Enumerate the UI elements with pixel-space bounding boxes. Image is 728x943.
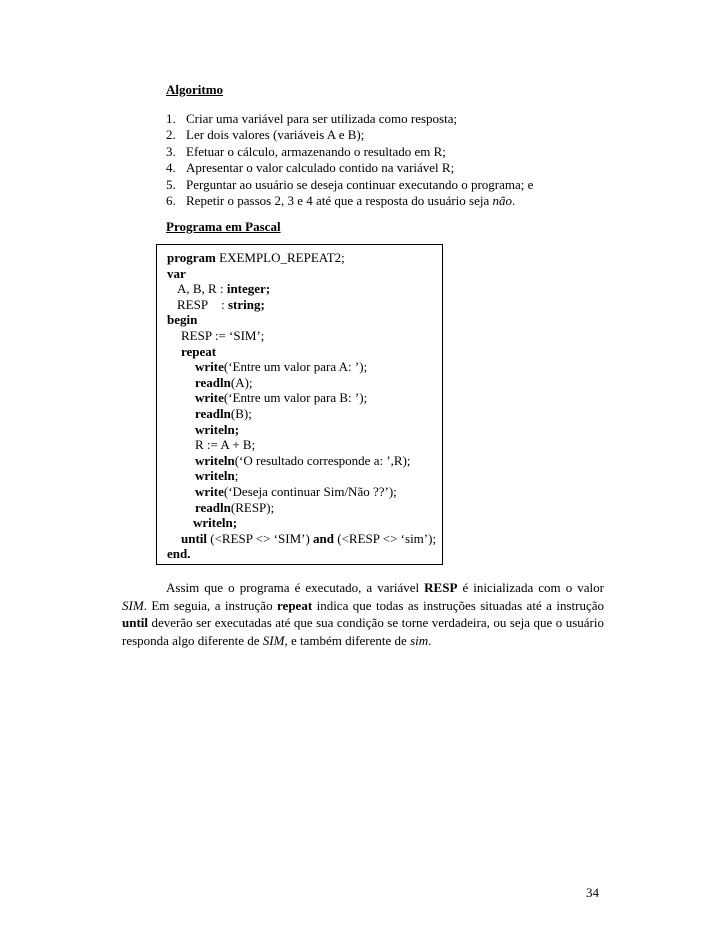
algorithm-step [166, 193, 646, 209]
code-line: RESP : string; [177, 296, 265, 312]
pascal-code-box [156, 244, 443, 565]
code-line: repeat [181, 343, 217, 359]
algorithm-step [166, 127, 646, 143]
code-line: writeln(‘O resultado corresponde a: ’,R); [195, 452, 411, 468]
code-line: begin [167, 312, 198, 328]
step-number: 1. [166, 111, 176, 126]
code-line: write(‘Deseja continuar Sim/Não ??’); [195, 484, 397, 499]
page-number: 34 [586, 885, 599, 900]
step-number: 2. [166, 127, 176, 143]
code-line: write(‘Entre um valor para B: ’); [195, 390, 368, 406]
step-text: Efetuar o cálculo, armazenando o resultado em R; [186, 143, 446, 159]
step-text: Criar uma variável para ser utilizada como resposta; [186, 111, 458, 126]
code-line: R := A + B; [195, 437, 256, 453]
code-line: A, B, R : integer; [177, 281, 271, 297]
code-line: var [167, 265, 186, 281]
code-line: write(‘Entre um valor para A: ’); [195, 359, 368, 375]
algorithm-step [166, 160, 646, 176]
step-text: Perguntar ao usuário se deseja continuar executando o programa; e [186, 176, 534, 192]
code-line: readln(B); [195, 406, 252, 421]
step-number: 4. [166, 160, 176, 176]
code-line: program EXEMPLO_REPEAT2; [167, 250, 345, 265]
algorithm-steps-list [166, 111, 646, 209]
step-text: Apresentar o valor calculado contido na variável R; [186, 160, 455, 176]
algorithm-step [166, 144, 646, 160]
code-line: end. [167, 546, 191, 562]
step-text: Ler dois valores (variáveis A e B); [186, 127, 365, 143]
step-number: 5. [166, 176, 176, 192]
code-line: readln(A); [195, 374, 253, 390]
step-text: Repetir o passos 2, 3 e 4 até que a resposta do usuário seja não. [186, 192, 516, 208]
code-line: writeln; [195, 421, 240, 437]
pascal-heading: Programa em Pascal [166, 219, 281, 234]
code-line: writeln; [195, 468, 239, 484]
code-line: readln(RESP); [195, 499, 275, 515]
algorithm-step [166, 177, 646, 193]
code-line: writeln; [193, 515, 238, 531]
algorithm-step [166, 111, 646, 127]
explanation-paragraph: Assim que o programa é executado, a variável RESP é inicializada com o valor SIM. Em seguia, a instrução repeat indica que todas as instruções situadas até a instrução until deverão ser executadas até que sua condição se torne verdadeira, ou seja que o usuário responda algo diferente de SIM, e também diferente de sim. [122, 580, 604, 648]
code-line: RESP := ‘SIM’; [181, 328, 265, 343]
step-number: 3. [166, 143, 176, 159]
algorithm-heading: Algoritmo [166, 82, 224, 97]
code-line: until (<RESP <> ‘SIM’) and (<RESP <> ‘sim’); [181, 530, 437, 546]
step-number: 6. [166, 192, 176, 208]
